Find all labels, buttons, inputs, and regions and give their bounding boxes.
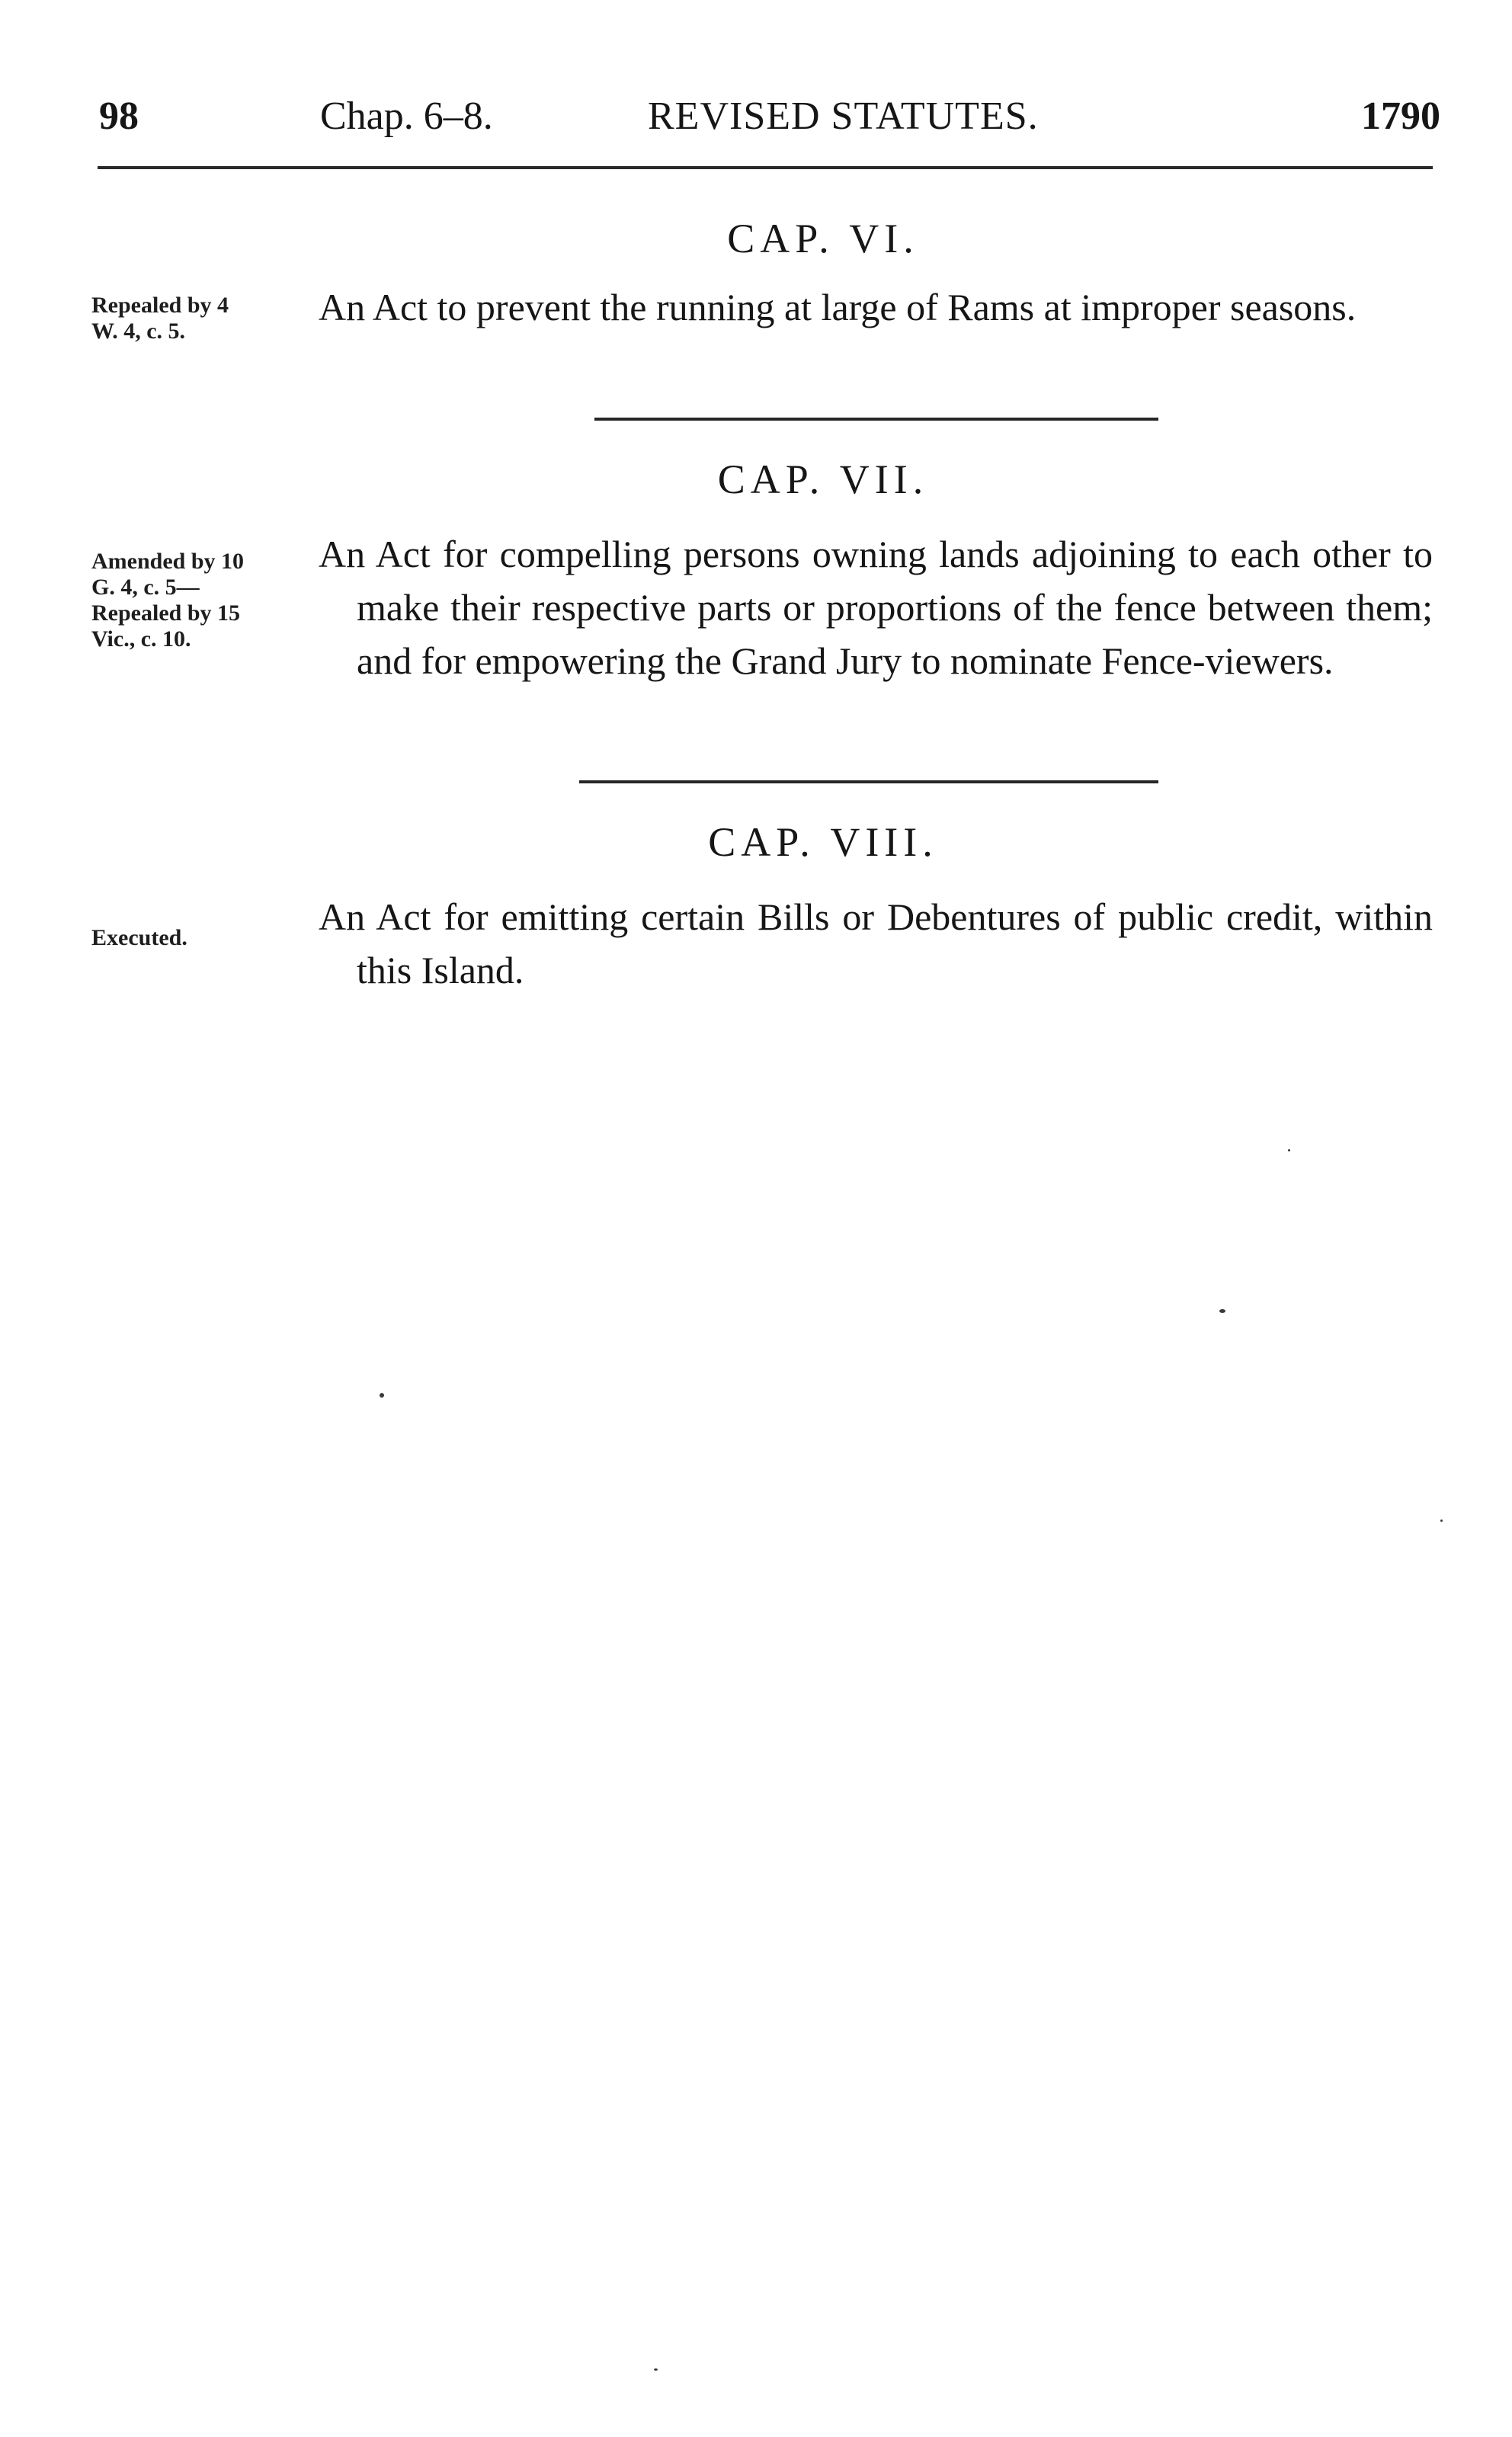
section-rule: [579, 780, 1158, 783]
print-speck: [1219, 1309, 1225, 1313]
print-speck: [1440, 1520, 1443, 1522]
margin-note-line: G. 4, c. 5—: [91, 575, 200, 600]
margin-note-line: Executed.: [91, 925, 187, 950]
margin-note-line: Repealed by 15: [91, 600, 240, 626]
margin-note-line: Repealed by 4: [91, 293, 229, 318]
margin-note: [91, 549, 297, 652]
section-rule: [594, 418, 1158, 421]
margin-note-line: W. 4, c. 5.: [91, 319, 186, 344]
act-title: An Act to prevent the running at large of Rams at improper seasons.: [319, 286, 1357, 328]
running-title: REVISED STATUTES.: [648, 94, 1039, 138]
chapter-range: Chap. 6–8.: [320, 94, 493, 138]
margin-note-line: Amended by 10: [91, 549, 245, 574]
cap-heading: CAP. VIII.: [708, 819, 938, 865]
print-speck: [1288, 1149, 1290, 1151]
header-rule: [98, 166, 1433, 169]
act-title: An Act for compelling persons owning lands adjoining to each other to make their respective parts or proportions of the fence between them; and for empowering the Grand Jury to nominate Fence-viewers.: [319, 533, 1433, 682]
act-title: An Act for emitting certain Bills or Debentures of public credit, within this Island.: [319, 895, 1433, 991]
year: 1790: [1361, 94, 1440, 138]
cap-heading: CAP. VII.: [717, 456, 929, 502]
margin-note: [91, 925, 297, 951]
cap-heading: CAP. VI.: [727, 216, 919, 261]
print-speck: [654, 2368, 658, 2371]
print-speck: [380, 1393, 384, 1398]
margin-note: [91, 293, 297, 344]
page-number: 98: [99, 94, 139, 138]
running-head: [91, 90, 1440, 143]
margin-note-line: Vic., c. 10.: [91, 626, 191, 652]
